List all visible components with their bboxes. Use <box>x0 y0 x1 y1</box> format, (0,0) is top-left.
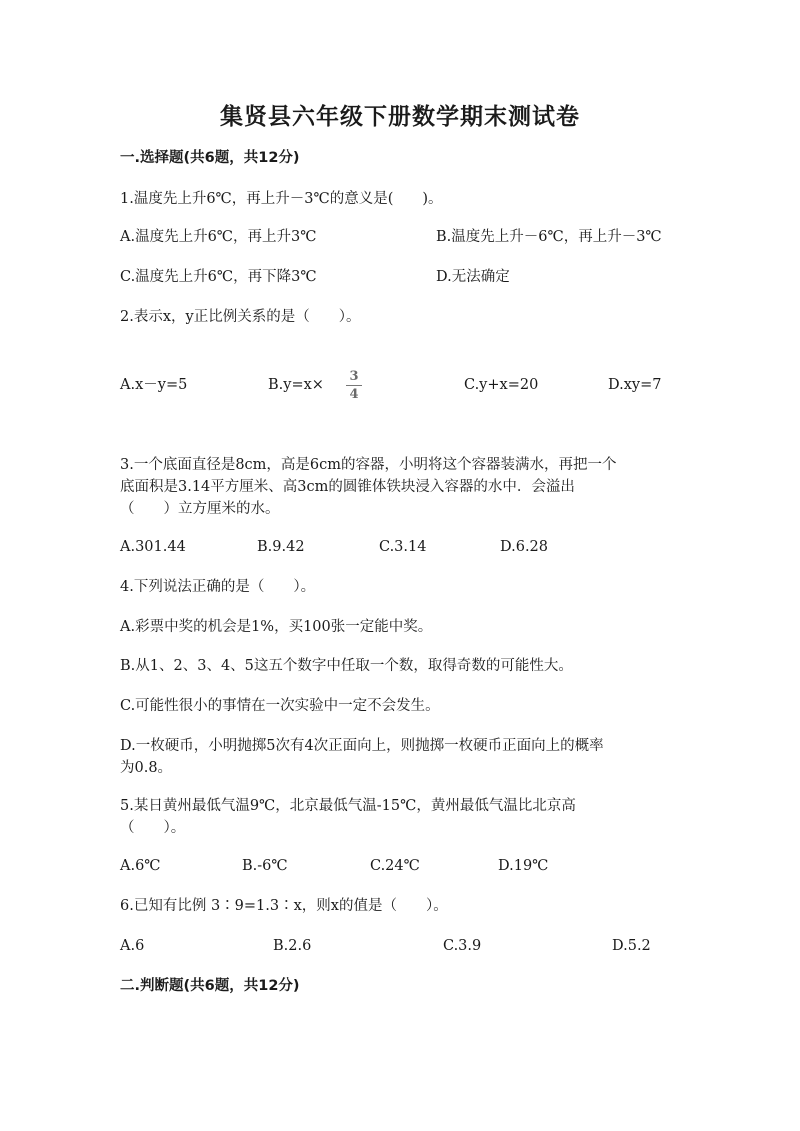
question-2-option-c: C.y+x=20 <box>464 377 539 393</box>
question-2-option-d: D.xy=7 <box>608 377 662 393</box>
question-1-option-c: C.温度先上升6℃，再下降3℃ <box>120 269 317 285</box>
fraction-bar <box>346 385 362 386</box>
question-3-option-c: C.3.14 <box>379 539 427 555</box>
question-5-option-d: D.19℃ <box>498 858 549 874</box>
question-5-stem-line-2: （ ）。 <box>120 820 186 836</box>
question-5-option-b: B.-6℃ <box>242 858 288 874</box>
question-4-option-d-line-1: D.一枚硬币，小明抛掷5次有4次正面向上，则抛掷一枚硬币正面向上的概率 <box>120 738 604 754</box>
question-3-option-b: B.9.42 <box>257 539 305 555</box>
question-2-option-a: A.x－y=5 <box>120 377 188 393</box>
question-1-stem: 1.温度先上升6℃，再上升－3℃的意义是( )。 <box>120 191 443 207</box>
question-6-stem: 6.已知有比例 3∶9=1.3∶x，则x的值是（ ）。 <box>120 898 448 914</box>
question-3-stem-line-2: 底面积是3.14平方厘米、高3cm的圆锥体铁块浸入容器的水中．会溢出 <box>120 479 575 495</box>
question-2-option-b: B.y=x× <box>268 377 324 393</box>
question-4-stem: 4.下列说法正确的是（ ）。 <box>120 579 316 595</box>
section-heading-judgement: 二.判断题(共6题，共12分) <box>120 978 300 994</box>
question-6-option-a: A.6 <box>120 938 145 954</box>
question-4-option-d-line-2: 为0.8。 <box>120 760 173 776</box>
question-6-option-b: B.2.6 <box>273 938 312 954</box>
question-3-stem-line-3: （ ）立方厘米的水。 <box>120 501 280 517</box>
fraction-denominator: 4 <box>349 387 359 402</box>
page-title: 集贤县六年级下册数学期末测试卷 <box>220 103 580 130</box>
question-4-option-a: A.彩票中奖的机会是1%，买100张一定能中奖。 <box>120 619 433 635</box>
question-5-stem-line-1: 5.某日黄州最低气温9℃，北京最低气温-15℃，黄州最低气温比北京高 <box>120 798 576 814</box>
question-3-option-d: D.6.28 <box>500 539 549 555</box>
fraction-three-quarters <box>345 370 363 401</box>
question-4-option-c: C.可能性很小的事情在一次实验中一定不会发生。 <box>120 698 440 714</box>
question-5-option-c: C.24℃ <box>370 858 420 874</box>
question-5-option-a: A.6℃ <box>120 858 161 874</box>
question-1-option-d: D.无法确定 <box>436 269 510 285</box>
question-6-option-d: D.5.2 <box>612 938 651 954</box>
question-2-stem: 2.表示x，y正比例关系的是（ ）。 <box>120 309 361 325</box>
question-1-option-b: B.温度先上升－6℃，再上升－3℃ <box>436 229 662 245</box>
fraction-numerator: 3 <box>349 369 359 384</box>
question-3-stem-line-1: 3.一个底面直径是8cm，高是6cm的容器，小明将这个容器装满水，再把一个 <box>120 457 617 473</box>
question-1-option-a: A.温度先上升6℃，再上升3℃ <box>120 229 317 245</box>
question-3-option-a: A.301.44 <box>120 539 186 555</box>
section-heading-choice: 一.选择题(共6题，共12分) <box>120 150 300 166</box>
question-6-option-c: C.3.9 <box>443 938 482 954</box>
question-4-option-b: B.从1、2、3、4、5这五个数字中任取一个数，取得奇数的可能性大。 <box>120 658 573 674</box>
